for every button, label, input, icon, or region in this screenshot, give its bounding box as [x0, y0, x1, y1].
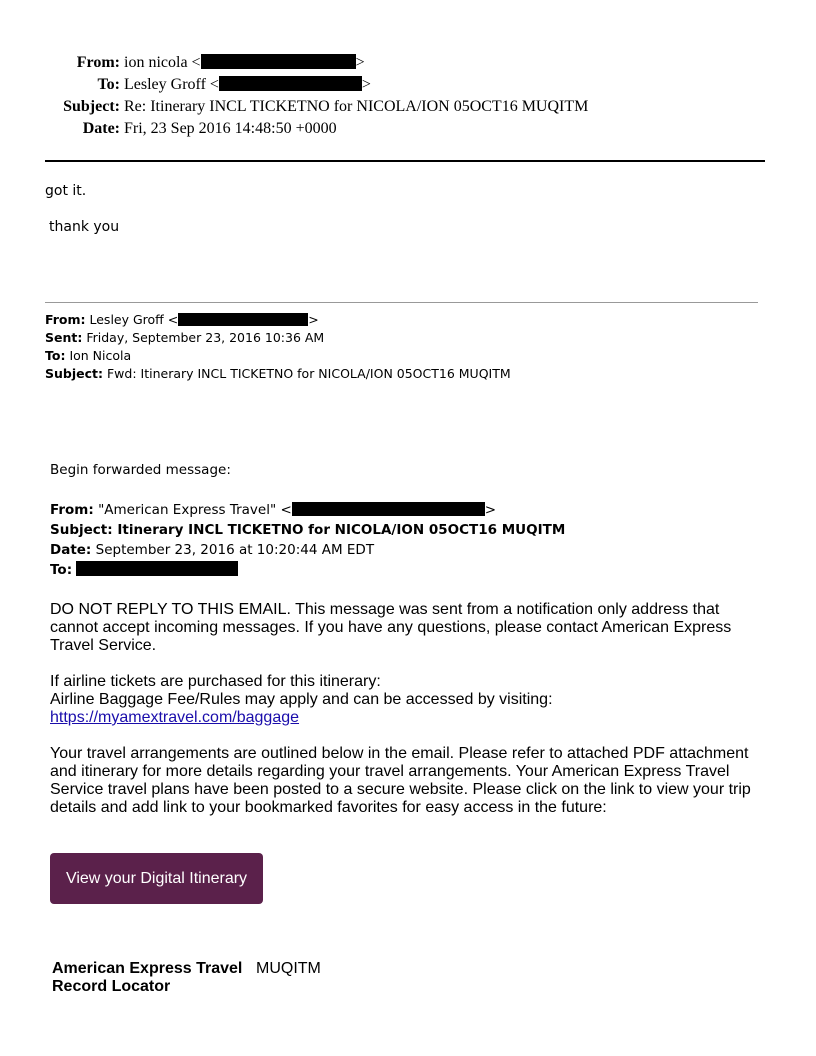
- header-from-row: [0, 52, 365, 74]
- redacted-email: [76, 561, 238, 576]
- header-subject-label: Subject:: [63, 98, 120, 115]
- prior-to-value: Ion Nicola: [69, 348, 132, 363]
- prior-sent-label: Sent:: [45, 330, 83, 345]
- prior-from-label: From:: [45, 312, 86, 327]
- prior-from-close: >: [308, 312, 319, 327]
- header-subject-row: [0, 96, 588, 118]
- view-digital-itinerary-button[interactable]: View your Digital Itinerary: [50, 853, 263, 904]
- record-locator-value: MUQITM: [256, 960, 321, 977]
- record-locator-label: [52, 960, 256, 996]
- baggage-line-2: Airline Baggage Fee/Rules may apply and can be accessed by visiting:: [50, 691, 553, 708]
- forwarded-subject-label: Subject:: [50, 522, 113, 538]
- forwarded-date-row: [50, 540, 565, 560]
- baggage-line-1: If airline tickets are purchased for this itinerary:: [50, 673, 381, 690]
- header-date-row: [0, 118, 337, 140]
- forwarded-from-row: [50, 500, 565, 520]
- travel-arrangements-paragraph: Your travel arrangements are outlined below in the email. Please refer to attached PDF attachment and itinerary for more details regarding your travel arrangements. Your American Express Travel Service travel plans have been posted to a secure website. Please click on the link to view your trip details and add link to your bookmarked favorites for easy access in the future:: [50, 745, 751, 816]
- forwarded-intro: Begin forwarded message:: [50, 462, 231, 478]
- forwarded-from-label: From:: [50, 502, 94, 518]
- forwarded-from-close: >: [484, 502, 497, 518]
- reply-line-2: thank you: [49, 219, 120, 235]
- redacted-email: [201, 54, 356, 69]
- forwarded-subject-value: Itinerary INCL TICKETNO for NICOLA/ION 05OCT16 MUQITM: [117, 522, 566, 538]
- forwarded-date-value: September 23, 2016 at 10:20:44 AM EDT: [95, 542, 375, 558]
- redacted-email: [292, 502, 485, 516]
- forwarded-subject-row: [50, 520, 565, 540]
- prior-meta: [45, 311, 511, 383]
- prior-to-label: To:: [45, 348, 66, 363]
- header-to-close: >: [361, 76, 371, 93]
- header-from-close: >: [355, 54, 365, 71]
- redacted-email: [178, 313, 308, 326]
- forwarded-meta: [50, 500, 565, 580]
- reply-line-1: got it.: [45, 183, 87, 199]
- forwarded-from-value: "American Express Travel" <: [98, 502, 292, 518]
- header-date-label: Date:: [82, 120, 120, 137]
- prior-subject-value: Fwd: Itinerary INCL TICKETNO for NICOLA/ION 05OCT16 MUQITM: [106, 366, 511, 381]
- header-to-label: To:: [97, 76, 120, 93]
- prior-subject-row: [45, 365, 511, 383]
- prior-to-row: [45, 347, 511, 365]
- record-locator: [52, 960, 321, 996]
- record-locator-label-line-1: American Express Travel: [52, 960, 243, 977]
- header-subject-value: Re: Itinerary INCL TICKETNO for NICOLA/ION 05OCT16 MUQITM: [124, 98, 589, 115]
- prior-sent-value: Friday, September 23, 2016 10:36 AM: [86, 330, 325, 345]
- baggage-paragraph: [50, 673, 766, 727]
- header-date-value: Fri, 23 Sep 2016 14:48:50 +0000: [124, 120, 337, 137]
- forwarded-to-row: [50, 560, 565, 580]
- header-to-row: [0, 74, 371, 96]
- record-locator-label-line-2: Record Locator: [52, 978, 171, 995]
- notice-paragraph: DO NOT REPLY TO THIS EMAIL. This message was sent from a notification only address that cannot accept incoming messages. If you have any questions, please contact American Express Travel Service.: [50, 601, 732, 654]
- header-divider: [45, 160, 765, 162]
- prior-sent-row: [45, 329, 511, 347]
- header-from-value: ion nicola <: [124, 54, 201, 71]
- prior-subject-label: Subject:: [45, 366, 103, 381]
- prior-from-row: [45, 311, 511, 329]
- prior-from-value: Lesley Groff <: [89, 312, 179, 327]
- quote-divider: [45, 302, 758, 303]
- forwarded-to-label: To:: [50, 562, 73, 578]
- header-to-value: Lesley Groff <: [124, 76, 219, 93]
- forwarded-date-label: Date:: [50, 542, 92, 558]
- record-locator-row: [52, 960, 321, 996]
- redacted-email: [219, 76, 362, 91]
- baggage-link[interactable]: https://myamextravel.com/baggage: [50, 709, 300, 726]
- header-from-label: From:: [76, 54, 120, 71]
